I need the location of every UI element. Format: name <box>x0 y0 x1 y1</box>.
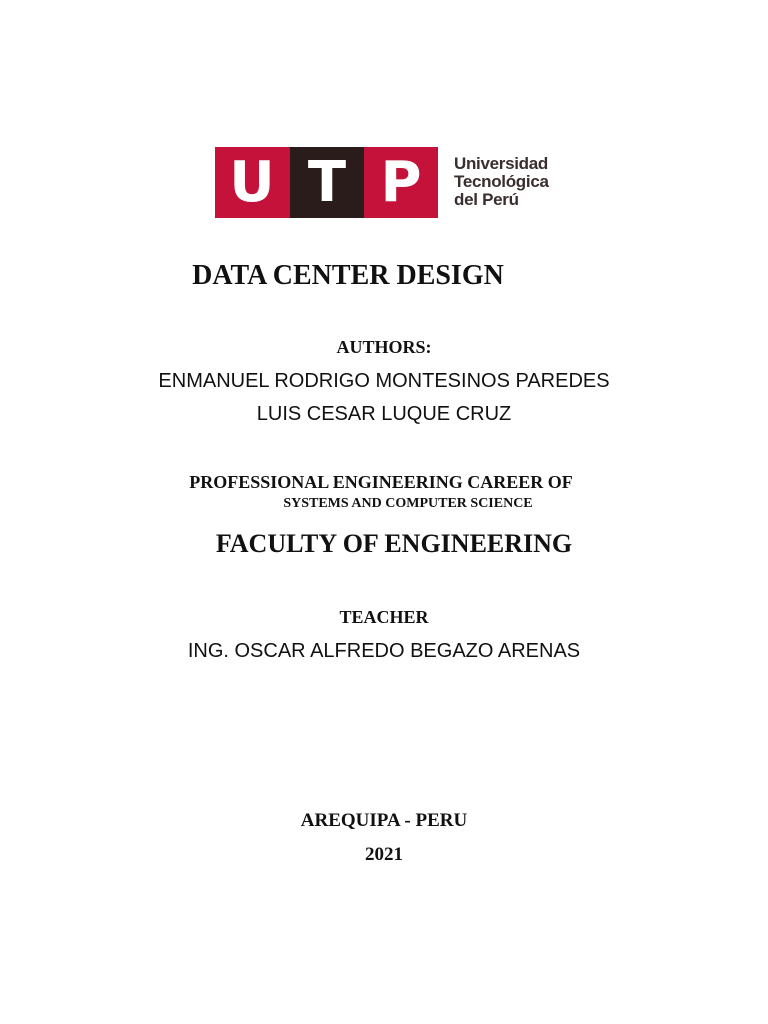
logo-text-line-1: Universidad <box>454 154 549 173</box>
career-line-1: PROFESSIONAL ENGINEERING CAREER OF <box>189 472 573 492</box>
career-line-2: SYSTEMS AND COMPUTER SCIENCE <box>283 496 533 511</box>
year: 2021 <box>365 844 403 865</box>
teacher-heading: TEACHER <box>339 607 429 627</box>
location: AREQUIPA - PERU <box>300 810 468 831</box>
document-title: DATA CENTER DESIGN <box>192 260 504 291</box>
logo-text-line-2: Tecnológica <box>454 172 549 191</box>
logo-letter-p: P <box>380 150 422 215</box>
faculty-name: FACULTY OF ENGINEERING <box>215 529 573 558</box>
logo-text-line-3: del Perú <box>454 190 519 209</box>
logo-letter-u: U <box>229 150 275 215</box>
author-name-1: ENMANUEL RODRIGO MONTESINOS PAREDES <box>158 370 610 392</box>
authors-heading: AUTHORS: <box>336 337 432 357</box>
logo-letter-t: T <box>307 150 347 215</box>
logo-university-name <box>454 155 549 209</box>
author-name-2: LUIS CESAR LUQUE CRUZ <box>256 403 512 425</box>
teacher-name: ING. OSCAR ALFREDO BEGAZO ARENAS <box>187 640 581 662</box>
utp-logo <box>215 147 560 218</box>
